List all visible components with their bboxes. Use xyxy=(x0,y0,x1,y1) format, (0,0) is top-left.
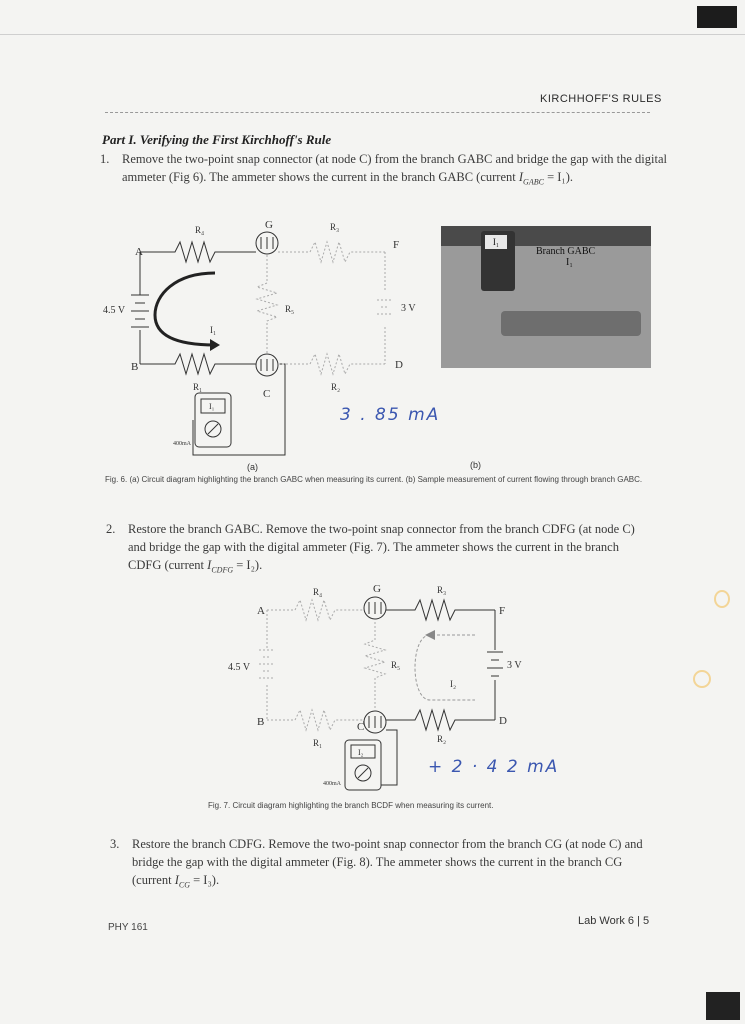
label-r4: R₄ xyxy=(313,587,323,597)
paper-stain xyxy=(714,590,730,608)
resistor-r4 xyxy=(140,242,255,262)
resistor-r5 xyxy=(257,255,277,353)
current-arrowhead xyxy=(210,339,220,351)
label-r2: R₂ xyxy=(437,734,447,744)
footer-course: PHY 161 xyxy=(108,922,148,933)
current-equation: = I₃). xyxy=(189,873,220,887)
resistor-r1 xyxy=(267,710,363,730)
label-3v: 3 V xyxy=(401,303,416,314)
resistor-r2 xyxy=(278,354,385,374)
label-r4: R₄ xyxy=(195,225,205,235)
sublabel-a: (a) xyxy=(247,462,258,472)
current-equation: = I₂). xyxy=(233,558,263,572)
label-r1: R₁ xyxy=(313,738,323,748)
resistor-r5 xyxy=(365,622,385,710)
label-i2: I₂ xyxy=(450,679,457,689)
label-f: F xyxy=(499,605,506,617)
label-c: C xyxy=(357,721,365,733)
current-symbol: $I_{CDFG}$ xyxy=(207,558,234,575)
current-arrow-i1 xyxy=(155,273,215,345)
label-r1: R₁ xyxy=(193,382,203,392)
step-number: 1. xyxy=(100,152,110,166)
resistor-r1 xyxy=(140,354,255,374)
step-3 xyxy=(110,835,657,895)
paper-stain xyxy=(693,670,711,688)
label-g: G xyxy=(373,583,381,595)
label-r5: R₅ xyxy=(285,304,295,314)
label-3v: 3 V xyxy=(507,660,522,671)
photo-strip xyxy=(441,226,651,246)
battery-3v xyxy=(487,652,503,676)
scan-edge-mark xyxy=(706,992,740,1020)
label-45v: 4.5 V xyxy=(103,305,126,316)
label-f: F xyxy=(393,239,400,251)
label-b: B xyxy=(257,716,265,728)
label-d: D xyxy=(499,715,507,727)
label-c: C xyxy=(263,388,271,400)
fig7-caption: Fig. 7. Circuit diagram highlighting the branch BCDF when measuring its current. xyxy=(208,801,494,810)
photo-branch-label: Branch GABC I₁ xyxy=(536,246,596,268)
step-number: 2. xyxy=(106,522,116,536)
handwritten-reading-1: 3 . 85 mA xyxy=(340,405,441,425)
step-2 xyxy=(106,520,655,580)
meter-label: I₂ xyxy=(358,748,364,757)
resistor-r3 xyxy=(386,600,495,620)
label-a: A xyxy=(135,246,143,258)
label-r3: R₃ xyxy=(330,222,340,232)
battery-45v xyxy=(131,295,149,327)
label-g: G xyxy=(265,219,273,231)
photo-breadboard xyxy=(501,311,641,336)
label-i1: I₁ xyxy=(210,325,217,335)
current-equation: = I₁). xyxy=(543,170,574,184)
battery-45v xyxy=(259,650,275,678)
label-r5: R₅ xyxy=(391,660,401,670)
step-1 xyxy=(100,150,677,192)
label-d: D xyxy=(395,359,403,371)
photo-ammeter xyxy=(481,231,515,291)
current-symbol: $I_{GABC}$ xyxy=(518,170,544,187)
battery-3v xyxy=(377,300,393,314)
sublabel-b: (b) xyxy=(470,460,481,470)
label-a: A xyxy=(257,605,265,617)
label-400ma: 400mA xyxy=(323,781,341,787)
resistor-r4 xyxy=(267,600,363,620)
scan-line xyxy=(0,34,745,35)
step-text: Restore the branch CDFG. Remove the two-point snap connector from the branch CG (at node C) and bridge the gap with the digital ammeter (Fig. 8). The ammeter shows the current in the branch CG (current xyxy=(132,837,643,887)
current-loop-i2 xyxy=(415,635,475,700)
fig6-circuit-diagram xyxy=(95,215,435,465)
resistor-r3 xyxy=(278,242,385,262)
resistor-r2 xyxy=(386,710,495,730)
label-45v: 4.5 V xyxy=(228,662,251,673)
footer-page: Lab Work 6 | 5 xyxy=(578,915,650,927)
current-symbol: $I_{CG}$ xyxy=(174,873,190,890)
current-arrowhead xyxy=(425,630,435,640)
step-text: Remove the two-point snap connector (at node C) from the branch GABC and bridge the gap with the digital ammeter (Fig 6). The ammeter shows the current in the branch GABC (current xyxy=(122,152,668,184)
scan-edge-mark xyxy=(697,6,737,28)
label-r2: R₂ xyxy=(331,382,341,392)
handwritten-reading-2: + 2 · 4 2 mA xyxy=(428,757,560,777)
meter-label: I₁ xyxy=(209,402,215,411)
label-400ma: 400mA xyxy=(173,441,191,447)
step-text: Restore the branch GABC. Remove the two-point snap connector from the branch CDFG (at node C) and bridge the gap with the digital ammeter (Fig. 7). The ammeter shows the current in the branch CDFG (current xyxy=(128,522,635,572)
fig6-caption: Fig. 6. (a) Circuit diagram highlighting the branch GABC when measuring its current. (b) Sample measurement of current flowing through branch GABC. xyxy=(105,475,643,484)
label-b: B xyxy=(131,361,139,373)
fig6-photo xyxy=(441,226,651,368)
header-rule xyxy=(105,112,650,113)
running-header: KIRCHHOFF'S RULES xyxy=(540,93,662,105)
photo-meter-display: I₁ xyxy=(485,235,507,249)
step-number: 3. xyxy=(110,837,120,851)
section-title: Part I. Verifying the First Kirchhoff's Rule xyxy=(102,132,332,147)
label-r3: R₃ xyxy=(437,585,447,595)
